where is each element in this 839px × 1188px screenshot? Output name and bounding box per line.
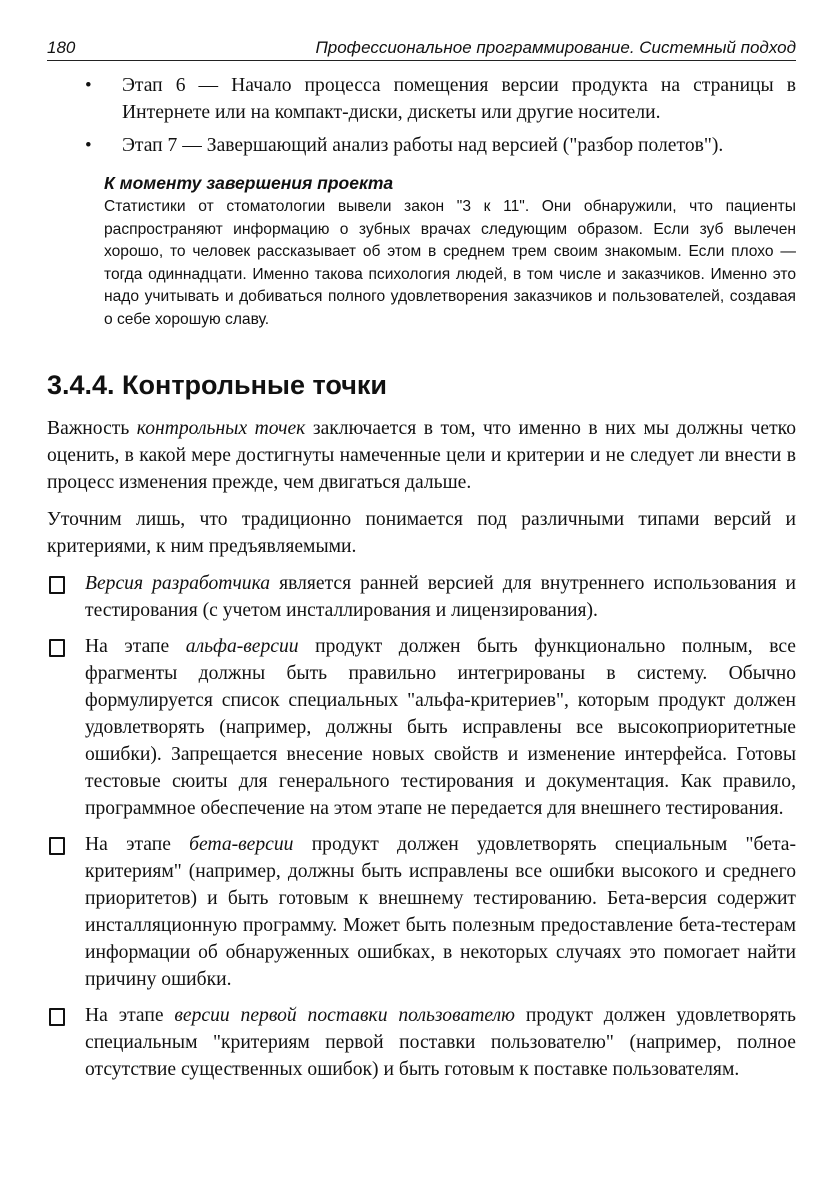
italic-term: бета-версии xyxy=(189,834,294,855)
checkbox-bullet-icon xyxy=(49,576,65,594)
stage-bullet-list xyxy=(47,72,796,159)
italic-term: контрольных точек xyxy=(136,418,306,439)
list-item xyxy=(47,831,796,993)
item-text: продукт должен быть функционально полным, все фрагменты должны быть правильно интегрированы в систему. Обычно формулируется список специальных "альфа-критериев", которым продукт должен удовлетворять (например, должны быть исправлены все высокоприоритетные ошибки). Запрещается внесение новых свойств и изменение интерфейса. Готовы тестовые сюиты для генерального тестирования и документация. Как правило, программное обеспечение на этом этапе не передается для внешнего тестирования. xyxy=(85,636,796,819)
checkbox-bullet-icon xyxy=(49,837,65,855)
paragraph xyxy=(47,415,796,496)
item-text: На этапе xyxy=(85,1005,175,1026)
running-title: Профессиональное программирование. Системный подход xyxy=(315,38,796,57)
list-item xyxy=(47,132,796,159)
item-text: является ранней версией для внутреннего использования и тестирования (с учетом инсталлирования и лицензирования). xyxy=(85,573,796,621)
paragraph-text: Важность xyxy=(47,418,137,439)
paragraph: Уточним лишь, что традиционно понимается под различными типами версий и критериями, к ним предъявляемыми. xyxy=(47,509,796,557)
bullet-text: Этап 7 — Завершающий анализ работы над версией ("разбор полетов"). xyxy=(122,135,724,156)
item-text: На этапе xyxy=(85,636,186,657)
list-item xyxy=(47,1002,796,1083)
checkbox-bullet-icon xyxy=(49,639,65,657)
bullet-icon: • xyxy=(85,75,92,96)
list-item xyxy=(47,633,796,822)
list-item xyxy=(47,72,796,126)
section-heading: 3.4.4. Контрольные точки xyxy=(47,370,387,400)
italic-term: версии первой поставки пользователю xyxy=(174,1005,515,1026)
sidebar-note xyxy=(104,172,796,331)
list-item xyxy=(47,570,796,624)
checkbox-bullet-icon xyxy=(49,1008,65,1026)
item-text: продукт должен удовлетворять специальным "бета-критериям" (например, должны быть исправлены все ошибки высокого и среднего приоритетов) и быть готовым к внешнему тестированию. Бета-версия содержит инсталляционную программу. Может быть полезным предоставление бета-тестерам информации об обнаруженных ошибках, в некоторых случаях это помогает найти причину ошибки. xyxy=(85,834,796,990)
paragraph-text: заключается в том, что именно в них мы должны четко оценить, в какой мере достигнуты намеченные цели и критерии и не следует ли внести в процесс изменения прежде, чем двигаться дальше. xyxy=(47,418,796,493)
running-header xyxy=(47,38,796,61)
item-text: На этапе xyxy=(85,834,190,855)
item-text: продукт должен удовлетворять специальным "критериям первой поставки пользователю" (например, полное отсутствие существенных ошибок) и быть готовым к поставке пользователям. xyxy=(85,1005,796,1080)
page-number: 180 xyxy=(47,38,76,57)
bullet-text: Этап 6 — Начало процесса помещения версии продукта на страницы в Интернете или на компакт-диски, дискеты или другие носители. xyxy=(122,75,796,123)
sidebar-body: Статистики от стоматологии вывели закон "3 к 11". Они обнаружили, что пациенты распространяют информацию о зубных врачах следующим образом. Если зуб вылечен хорошо, то человек рассказывает об этом в среднем трем своим знакомым. Если плохо — тогда одиннадцати. Именно такова психология людей, в том числе и заказчиков. Именно это надо учитывать и добиваться полного удовлетворения заказчиков и пользователей, создавая о себе хорошую славу. xyxy=(104,198,796,328)
sidebar-title: К моменту завершения проекта xyxy=(104,173,394,193)
italic-term: альфа-версии xyxy=(185,636,299,657)
book-page xyxy=(47,38,796,1092)
italic-term: Версия разработчика xyxy=(85,573,271,594)
version-type-list xyxy=(47,570,796,1083)
bullet-icon: • xyxy=(85,135,92,156)
